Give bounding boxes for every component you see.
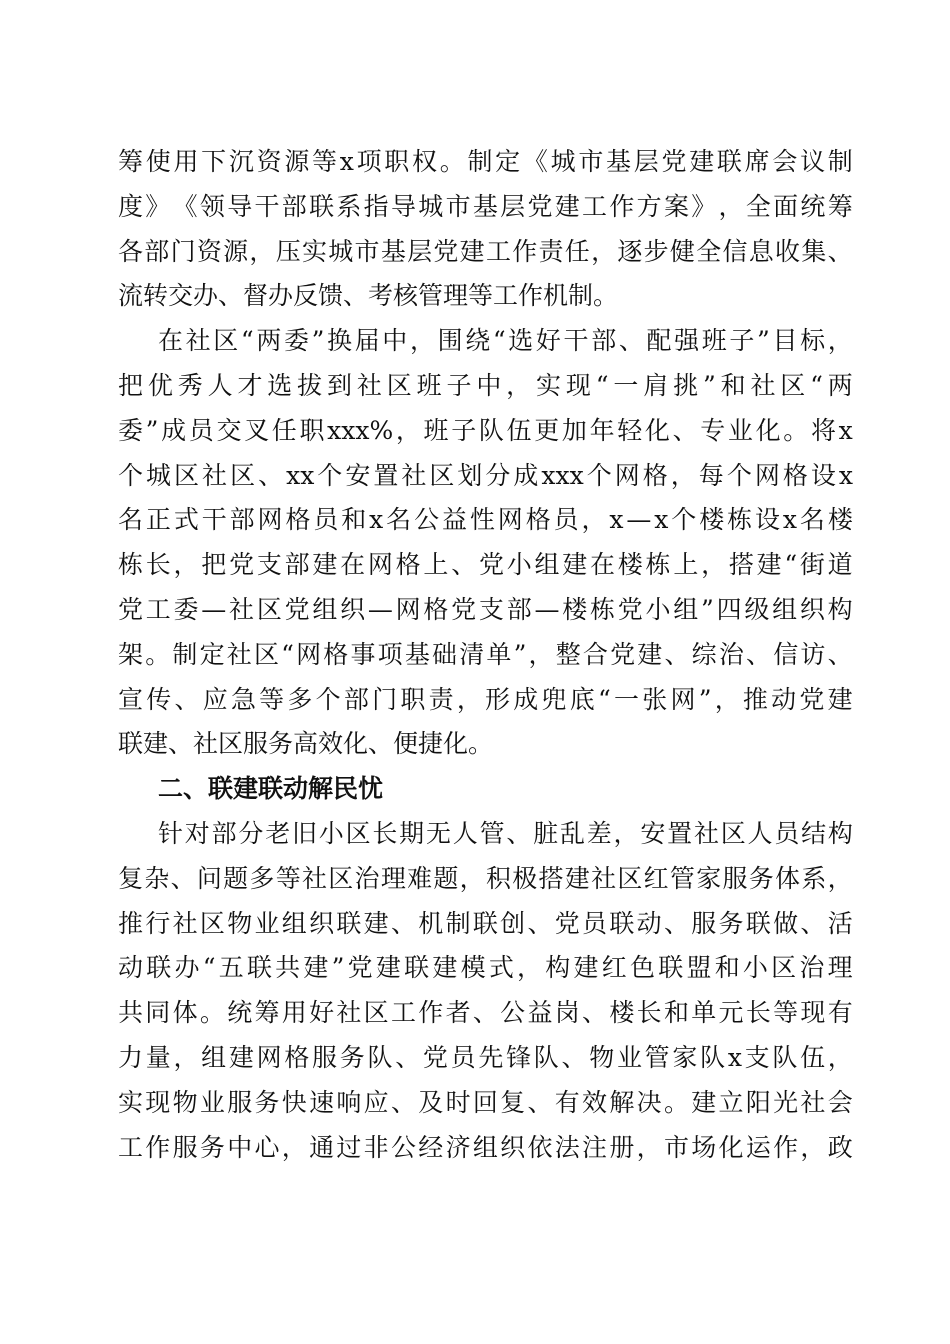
text-line: 宣 传 、 应 急 等 多 个 部 门 职 责 ， 形 成 兜 底 “ 一 张 网 ” ， 推 动 党 建 — [118, 684, 853, 714]
section-heading: 二、联建联动解民忧 — [158, 774, 384, 804]
text-line: 栋 长 ， 把 党 支 部 建 在 网 格 上 、 党 小 组 建 在 楼 栋 上 ， 搭 建 “ 街 道 — [118, 550, 853, 580]
text-line: 动 联 办 “ 五 联 共 建 ” 党 建 联 建 模 式 ， 构 建 红 色 联 盟 和 小 区 治 理 — [118, 953, 853, 983]
text-line: 在 社 区 “ 两 委 ” 换 届 中 ， 围 绕 “ 选 好 干 部 、 配 强 班 子 ” 目 标 ， — [158, 326, 853, 356]
text-line: 复 杂 、 问 题 多 等 社 区 治 理 难 题 ， 积 极 搭 建 社 区 红 管 家 服 务 体 系 ， — [118, 863, 853, 893]
text-line: 实 现 物 业 服 务 快 速 响 应 、 及 时 回 复 、 有 效 解 决 。 建 立 阳 光 社 会 — [118, 1087, 853, 1117]
text-line: 度 》 《 领 导 干 部 联 系 指 导 城 市 基 层 党 建 工 作 方 案 》 ， 全 面 统 筹 — [118, 191, 853, 221]
text-line: 党 工 委 — 社 区 党 组 织 — 网 格 党 支 部 — 楼 栋 党 小 组 ” 四 级 组 织 构 — [118, 594, 853, 624]
text-line: 各 部 门 资 源 ， 压 实 城 市 基 层 党 建 工 作 责 任 ， 逐 步 健 全 信 息 收 集 、 — [118, 236, 853, 266]
text-line: 工 作 服 务 中 心 ， 通 过 非 公 经 济 组 织 依 法 注 册 ， 市 场 化 运 作 ， 政 — [118, 1132, 853, 1162]
text-line: 个 城 区 社 区 、 xx 个 安 置 社 区 划 分 成 xxx 个 网 格 ， 每 个 网 格 设 x — [118, 460, 853, 490]
document-body — [118, 140, 853, 1170]
text-line: 联建、社区服务高效化、便捷化。 — [118, 729, 494, 759]
text-line: 筹 使 用 下 沉 资 源 等 x 项 职 权 。 制 定 《 城 市 基 层 党 建 联 席 会 议 制 — [118, 147, 853, 176]
text-line: 把 优 秀 人 才 选 拔 到 社 区 班 子 中 ， 实 现 “ 一 肩 挑 ” 和 社 区 “ 两 — [118, 370, 853, 400]
text-line: 推 行 社 区 物 业 组 织 联 建 、 机 制 联 创 、 党 员 联 动 、 服 务 联 做 、 活 — [118, 908, 853, 938]
text-line: 力 量 ， 组 建 网 格 服 务 队 、 党 员 先 锋 队 、 物 业 管 家 队 x 支 队 伍 ， — [118, 1042, 853, 1072]
text-line: 共 同 体 。 统 筹 用 好 社 区 工 作 者 、 公 益 岗 、 楼 长 和 单 元 长 等 现 有 — [118, 998, 853, 1028]
text-line: 针 对 部 分 老 旧 小 区 长 期 无 人 管 、 脏 乱 差 ， 安 置 社 区 人 员 结 构 — [158, 818, 853, 848]
text-line: 架 。 制 定 社 区 “ 网 格 事 项 基 础 清 单 ” ， 整 合 党 建 、 综 治 、 信 访 、 — [118, 639, 853, 669]
text-line: 委 ” 成 员 交 叉 任 职 xxx% ， 班 子 队 伍 更 加 年 轻 化 、 专 业 化 。 将 x — [118, 415, 853, 445]
text-line: 名 正 式 干 部 网 格 员 和 x 名 公 益 性 网 格 员 ， x — x 个 楼 栋 设 x 名 楼 — [118, 505, 853, 535]
text-line: 流转交办、督办反馈、考核管理等工作机制。 — [118, 281, 619, 311]
